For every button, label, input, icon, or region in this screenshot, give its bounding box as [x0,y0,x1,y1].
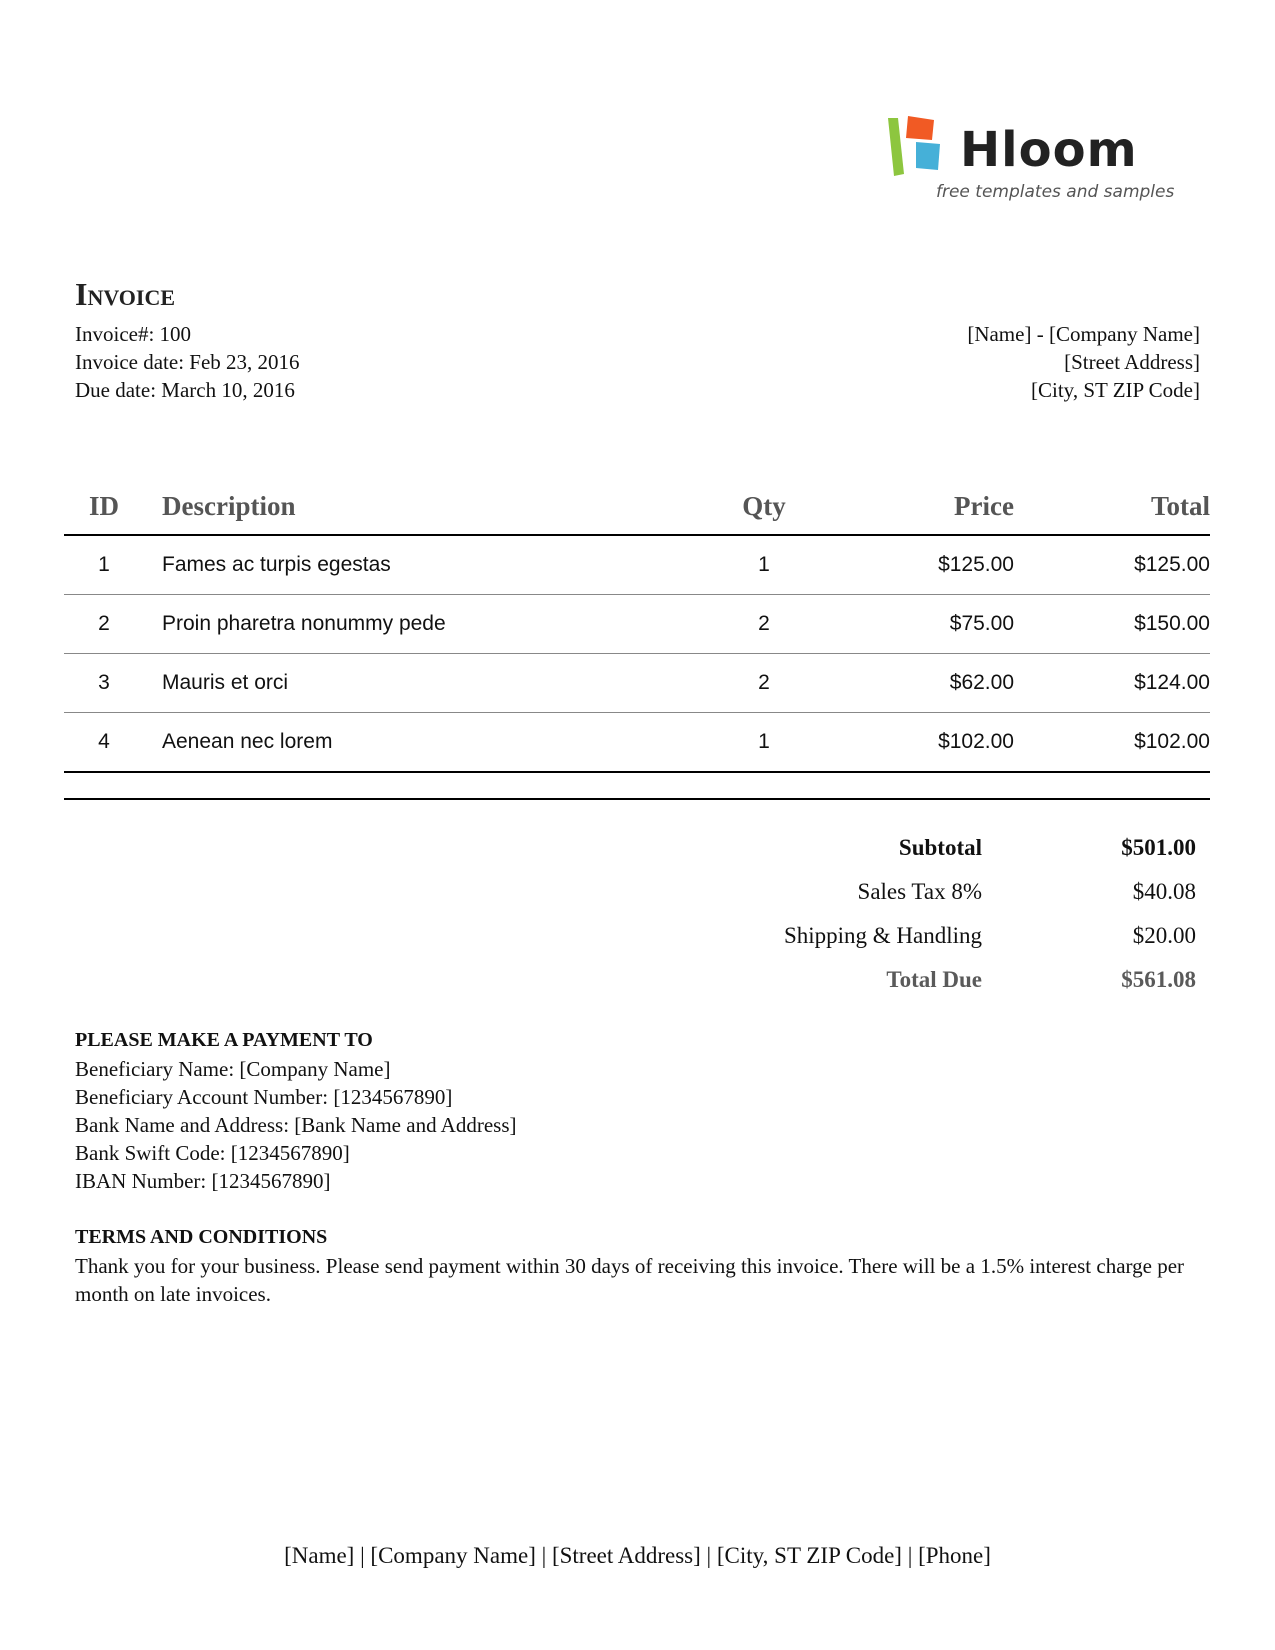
total-due-value: $561.08 [1121,967,1196,992]
bank-swift-code: Bank Swift Code: [1234567890] [75,1141,350,1165]
row-qty: 2 [758,612,770,635]
row-total: $125.00 [1134,553,1210,576]
header-description: Description [162,490,296,521]
row-description: Fames ac turpis egestas [162,553,391,576]
footer-contact: [Name] | [Company Name] | [Street Address] | [City, ST ZIP Code] | [Phone] [284,1543,991,1568]
subtotal-row [700,826,1196,870]
tax-label: Sales Tax 8% [857,879,982,904]
invoice-number: Invoice#: 100 [75,322,192,346]
table-row [64,536,1210,595]
row-qty: 2 [758,671,770,694]
logo-tagline: free templates and samples [936,182,1175,202]
terms-section [75,1222,1195,1308]
header-total: Total [1150,490,1210,521]
totals-block [700,826,1196,1002]
total-due-label: Total Due [886,967,982,992]
payment-title: PLEASE MAKE A PAYMENT TO [75,1029,373,1051]
iban-number: IBAN Number: [1234567890] [75,1169,331,1193]
row-id: 4 [98,730,110,753]
row-qty: 1 [758,730,770,753]
header-qty: Qty [742,490,786,521]
beneficiary-account: Beneficiary Account Number: [1234567890] [75,1085,453,1109]
invoice-title: Invoice [75,276,176,312]
tax-row [700,870,1196,914]
shipping-value: $20.00 [1132,923,1196,948]
terms-title: TERMS AND CONDITIONS [75,1226,328,1248]
row-id: 3 [98,671,110,694]
company-address [967,320,1200,404]
company-name: [Name] - [Company Name] [967,322,1200,346]
hloom-logo [886,112,1196,212]
row-total: $150.00 [1134,612,1210,635]
totals-divider [64,798,1210,800]
table-row [64,713,1210,773]
logo-brand-text: Hloom [960,122,1138,178]
tax-value: $40.08 [1132,879,1196,904]
subtotal-label: Subtotal [898,835,982,860]
row-price: $62.00 [949,671,1014,694]
shipping-row [700,914,1196,958]
row-description: Proin pharetra nonummy pede [162,612,446,635]
company-city: [City, ST ZIP Code] [1031,378,1200,402]
row-id: 2 [98,612,110,635]
row-price: $102.00 [938,730,1014,753]
row-price: $125.00 [938,553,1014,576]
row-total: $124.00 [1134,671,1210,694]
table-row [64,654,1210,713]
terms-text: Thank you for your business. Please send payment within 30 days of receiving this invoice. There will be a 1.5% interest charge per month on late invoices. [75,1254,1185,1306]
table-header [64,478,1210,536]
invoice-meta [75,320,300,404]
row-id: 1 [98,553,110,576]
total-due-row [700,958,1196,1002]
row-description: Mauris et orci [162,671,289,694]
line-items-table [64,478,1210,773]
due-date: Due date: March 10, 2016 [75,378,295,402]
subtotal-value: $501.00 [1121,835,1196,860]
row-description: Aenean nec lorem [162,730,333,753]
shipping-label: Shipping & Handling [783,923,982,948]
invoice-date: Invoice date: Feb 23, 2016 [75,350,300,374]
bank-name-address: Bank Name and Address: [Bank Name and Address] [75,1113,517,1137]
row-qty: 1 [758,553,770,576]
header-price: Price [954,490,1014,521]
row-price: $75.00 [949,612,1014,635]
payment-section [75,1025,1195,1195]
hloom-logo-icon [886,116,956,180]
row-total: $102.00 [1134,730,1210,753]
beneficiary-name: Beneficiary Name: [Company Name] [75,1057,391,1081]
table-row [64,595,1210,654]
company-street: [Street Address] [1064,350,1200,374]
header-id: ID [88,490,119,521]
